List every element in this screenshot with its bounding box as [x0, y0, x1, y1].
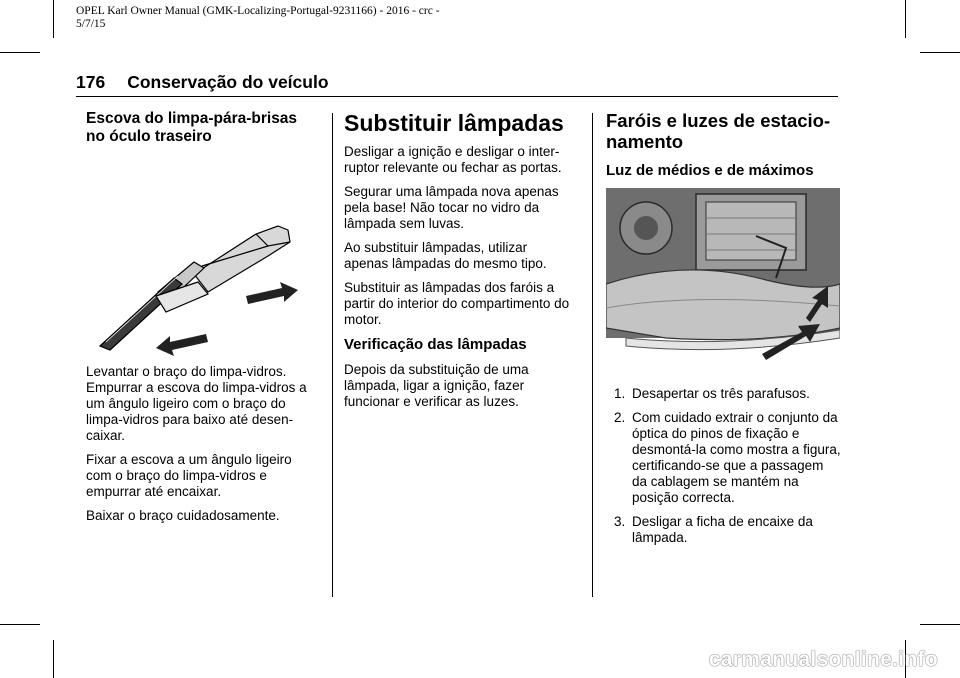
print-metadata-line: 5/7/15 [76, 18, 106, 30]
column-headlights [606, 110, 842, 554]
section-heading: Escova do limpa-pára-brisas no óculo traseiro [86, 110, 298, 145]
crop-mark [0, 52, 40, 53]
section-heading: Faróis e luzes de estacio-namento [606, 110, 831, 152]
crop-mark [0, 624, 40, 625]
header-rule [76, 96, 838, 97]
page-number: 176 [76, 72, 106, 92]
list-item [606, 514, 842, 546]
column-wiper-blade [86, 110, 312, 532]
print-metadata [76, 5, 636, 31]
paragraph: Levantar o braço do limpa-vidros. Empurrar a escova do limpa-vidros a um ângulo ligeiro com o braço do limpa-vidros para baixo até desen-caixar. [86, 364, 307, 443]
page-header [76, 72, 329, 93]
crop-mark [53, 640, 54, 678]
paragraph: Segurar uma lâmpada nova apenas pela base! Não tocar no vidro da lâmpada sem luvas. [344, 184, 559, 231]
column-bulb-replacement [344, 110, 570, 418]
crop-mark [920, 624, 960, 625]
step-number: 3. [614, 514, 626, 529]
column-divider [332, 113, 333, 597]
crop-mark [920, 52, 960, 53]
paragraph: Ao substituir lâmpadas, utilizar apenas lâmpadas do mesmo tipo. [344, 240, 547, 271]
step-text: Com cuidado extrair o conjunto da óptica do pinos de fixação e desmontá-la como mostra a figura, certificando-se que a passagem da cablagem se mantém na posição correcta. [632, 410, 841, 505]
paragraph: Fixar a escova a um ângulo ligeiro com o braço do limpa-vidros e empurrar até encaixar. [86, 452, 292, 499]
subsection-heading: Verificação das lâmpadas [344, 336, 527, 353]
page-title: Conservação do veículo [127, 72, 329, 92]
list-item [606, 386, 842, 402]
crop-mark [53, 0, 54, 38]
subsection-heading: Luz de médios e de máximos [606, 162, 814, 179]
paragraph: Desligar a ignição e desligar o inter-ruptor relevante ou fechar as portas. [344, 144, 562, 175]
print-metadata-line: OPEL Karl Owner Manual (GMK-Localizing-Portugal-9231166) - 2016 - crc - [76, 5, 440, 17]
paragraph: Substituir as lâmpadas dos faróis a partir do interior do compartimento do motor. [344, 280, 570, 327]
list-item [606, 410, 842, 506]
section-heading: Substituir lâmpadas [344, 110, 564, 136]
column-divider [592, 113, 593, 597]
wiper-blade-figure [86, 156, 312, 356]
instruction-steps [606, 386, 842, 546]
paragraph: Depois da substituição de uma lâmpada, ligar a ignição, fazer funcionar e verificar as luzes. [344, 362, 529, 409]
crop-mark [905, 0, 906, 38]
watermark: carmanualsonline.info [708, 648, 938, 671]
headlamp-figure [606, 188, 840, 368]
step-text: Desapertar os três parafusos. [632, 386, 810, 401]
step-number: 2. [614, 410, 626, 425]
paragraph: Baixar o braço cuidadosamente. [86, 508, 280, 523]
step-number: 1. [614, 386, 626, 401]
step-text: Desligar a ficha de encaixe da lâmpada. [632, 514, 813, 545]
